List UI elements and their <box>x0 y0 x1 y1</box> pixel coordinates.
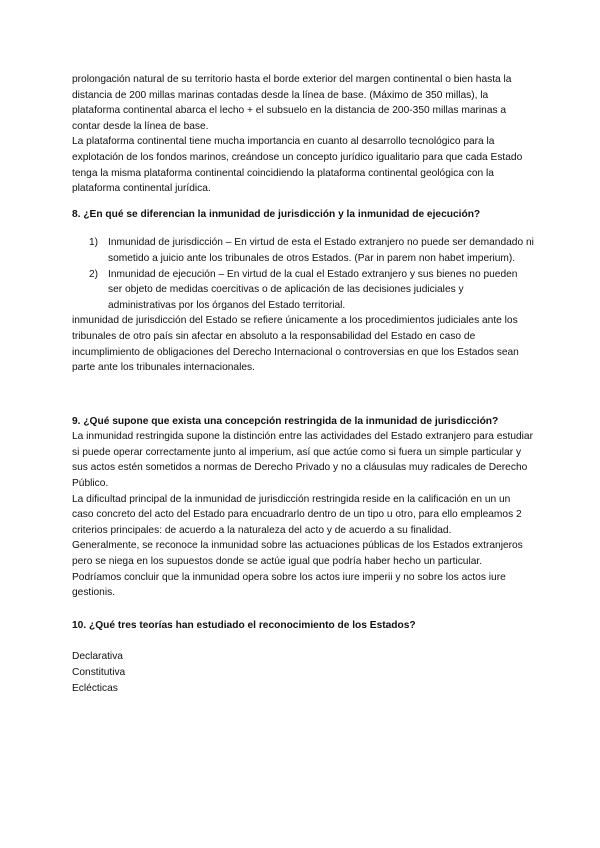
list-item-number: 2) <box>89 268 99 280</box>
list-item-number: 1) <box>89 237 99 249</box>
question-8-heading: 8. ¿En qué se diferencian la inmunidad de jurisdicción y la inmunidad de ejecución? <box>72 208 481 220</box>
intro-paragraph-2: La plataforma continental tiene mucha importancia en cuanto al desarrollo tecnológico para la explotación de los fondos marinos, creándose un concepto jurídico igualitario para que cada Estado tenga la misma plataforma continental coincidiendo la plataforma continental geológica con la plataforma continental jurídica. <box>72 136 523 195</box>
answer-constitutiva: Constitutiva <box>72 667 126 678</box>
answer-declarativa: Declarativa <box>72 651 123 663</box>
list-item-text: Inmunidad de jurisdicción – En virtud de esta el Estado extranjero no puede ser demandado ni sometido a juicio ante los tribunales de otros Estados. (Par in parem non habet imperium). <box>108 237 534 264</box>
question-9-paragraph-1: La inmunidad restringida supone la distinción entre las actividades del Estado extranjero para estudiar si puede operar correctamente junto al imperium, así que actúe como si fuera un simple particular y sus actos estén sometidos a normas de Derecho Privado y no a cláusulas muy radicales de Derecho Público. <box>72 431 533 490</box>
question-10-heading: 10. ¿Qué tres teorías han estudiado el reconocimiento de los Estados? <box>72 619 416 631</box>
question-9-paragraph-2: La dificultad principal de la inmunidad de jurisdicción restringida reside en la calificación en un un caso concreto del acto del Estado para encuadrarlo dentro de un tipo u otro, para ello empleamos 2 criterios principales: de acuerdo a la naturaleza del acto y de acuerdo a su finalidad. <box>72 493 522 536</box>
question-8-after-paragraph: inmunidad de jurisdicción del Estado se refiere únicamente a los procedimientos judiciales ante los tribunales de otro país sin afectar en absoluto a la responsabilidad del Estado en caso de incumplimiento de obligaciones del Derecho Internacional o controversias en que los Estados sean parte ante los tribunales internacionales. <box>72 315 519 374</box>
document-page <box>72 72 534 696</box>
question-9-paragraph-4: Podríamos concluir que la inmunidad opera sobre los actos iure imperii y no sobre los actos iure gestionis. <box>72 571 506 599</box>
question-8-list <box>72 235 534 313</box>
question-9-heading: 9. ¿Qué supone que exista una concepción restringida de la inmunidad de jurisdicción? <box>72 415 499 427</box>
intro-paragraph-1: prolongación natural de su territorio hasta el borde exterior del margen continental o bien hasta la distancia de 200 millas marinas contadas desde la línea de base. (Máximo de 350 millas), la plataforma continental abarca el lecho + el subsuelo en la distancia de 200-350 millas marinas a contar desde la línea de base. <box>72 74 512 132</box>
list-item <box>72 235 534 266</box>
list-item <box>72 267 534 314</box>
answer-eclecticas: Eclécticas <box>72 682 118 694</box>
question-9-paragraph-3: Generalmente, se reconoce la inmunidad sobre las actuaciones públicas de los Estados extranjeros pero se niega en los supuestos donde se actúe igual que podría haber hecho un particular. <box>72 540 523 568</box>
list-item-text: Inmunidad de ejecución – En virtud de la cual el Estado extranjero y sus bienes no pueden ser objeto de medidas coercitivas o de aplicación de las decisiones judiciales y administrativas por los órganos del Estado territorial. <box>108 268 518 311</box>
